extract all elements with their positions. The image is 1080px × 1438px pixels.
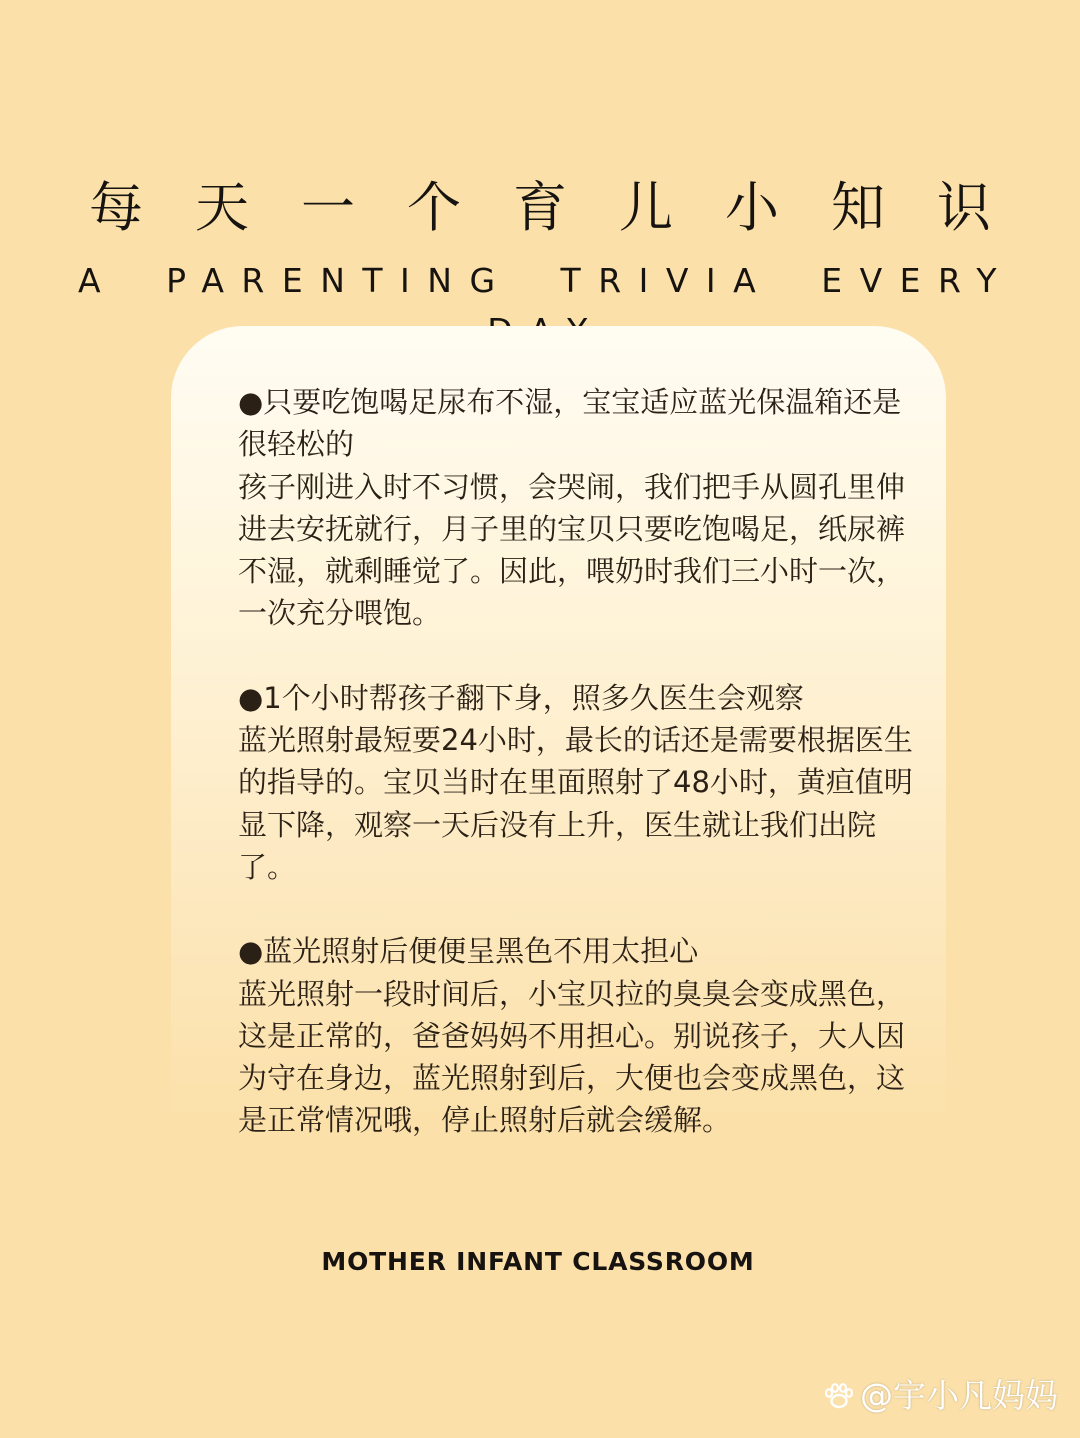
footer-brand: MOTHER INFANT CLASSROOM bbox=[321, 1247, 755, 1276]
tip-section-1 bbox=[238, 381, 918, 635]
tip-body: 孩子刚进入时不习惯，会哭闹，我们把手从圆孔里伸进去安抚就行，月子里的宝贝只要吃饱喝足，纸尿裤不湿，就剩睡觉了。因此，喂奶时我们三小时一次，一次充分喂饱。 bbox=[238, 469, 906, 631]
tip-heading: ●1个小时帮孩子翻下身，照多久医生会观察 bbox=[238, 680, 804, 715]
tip-body: 蓝光照射最短要24小时，最长的话还是需要根据医生的指导的。宝贝当时在里面照射了48小时，黄疸值明显下降，观察一天后没有上升，医生就让我们出院了。 bbox=[238, 723, 913, 884]
tip-heading: ●蓝光照射后便便呈黑色不用太担心 bbox=[238, 934, 699, 969]
watermark bbox=[824, 1376, 1058, 1416]
content-body bbox=[238, 381, 918, 1142]
tip-section-3 bbox=[238, 930, 918, 1141]
page-title-english: A PARENTING TRIVIA EVERY bbox=[78, 261, 1014, 300]
watermark-text: @宇小凡妈妈 bbox=[860, 1376, 1058, 1415]
tip-body: 蓝光照射一段时间后，小宝贝拉的臭臭会变成黑色，这是正常的，爸爸妈妈不用担心。别说孩子，大人因为守在身边，蓝光照射到后，大便也会变成黑色，这是正常情况哦，停止照射后就会缓解。 bbox=[238, 976, 906, 1138]
paw-icon bbox=[824, 1383, 854, 1409]
tip-heading: ●只要吃饱喝足尿布不湿，宝宝适应蓝光保温箱还是很轻松的 bbox=[238, 385, 902, 462]
page-title-chinese: 每天一个育儿小知识 bbox=[89, 176, 1043, 239]
tip-section-2 bbox=[238, 677, 918, 888]
